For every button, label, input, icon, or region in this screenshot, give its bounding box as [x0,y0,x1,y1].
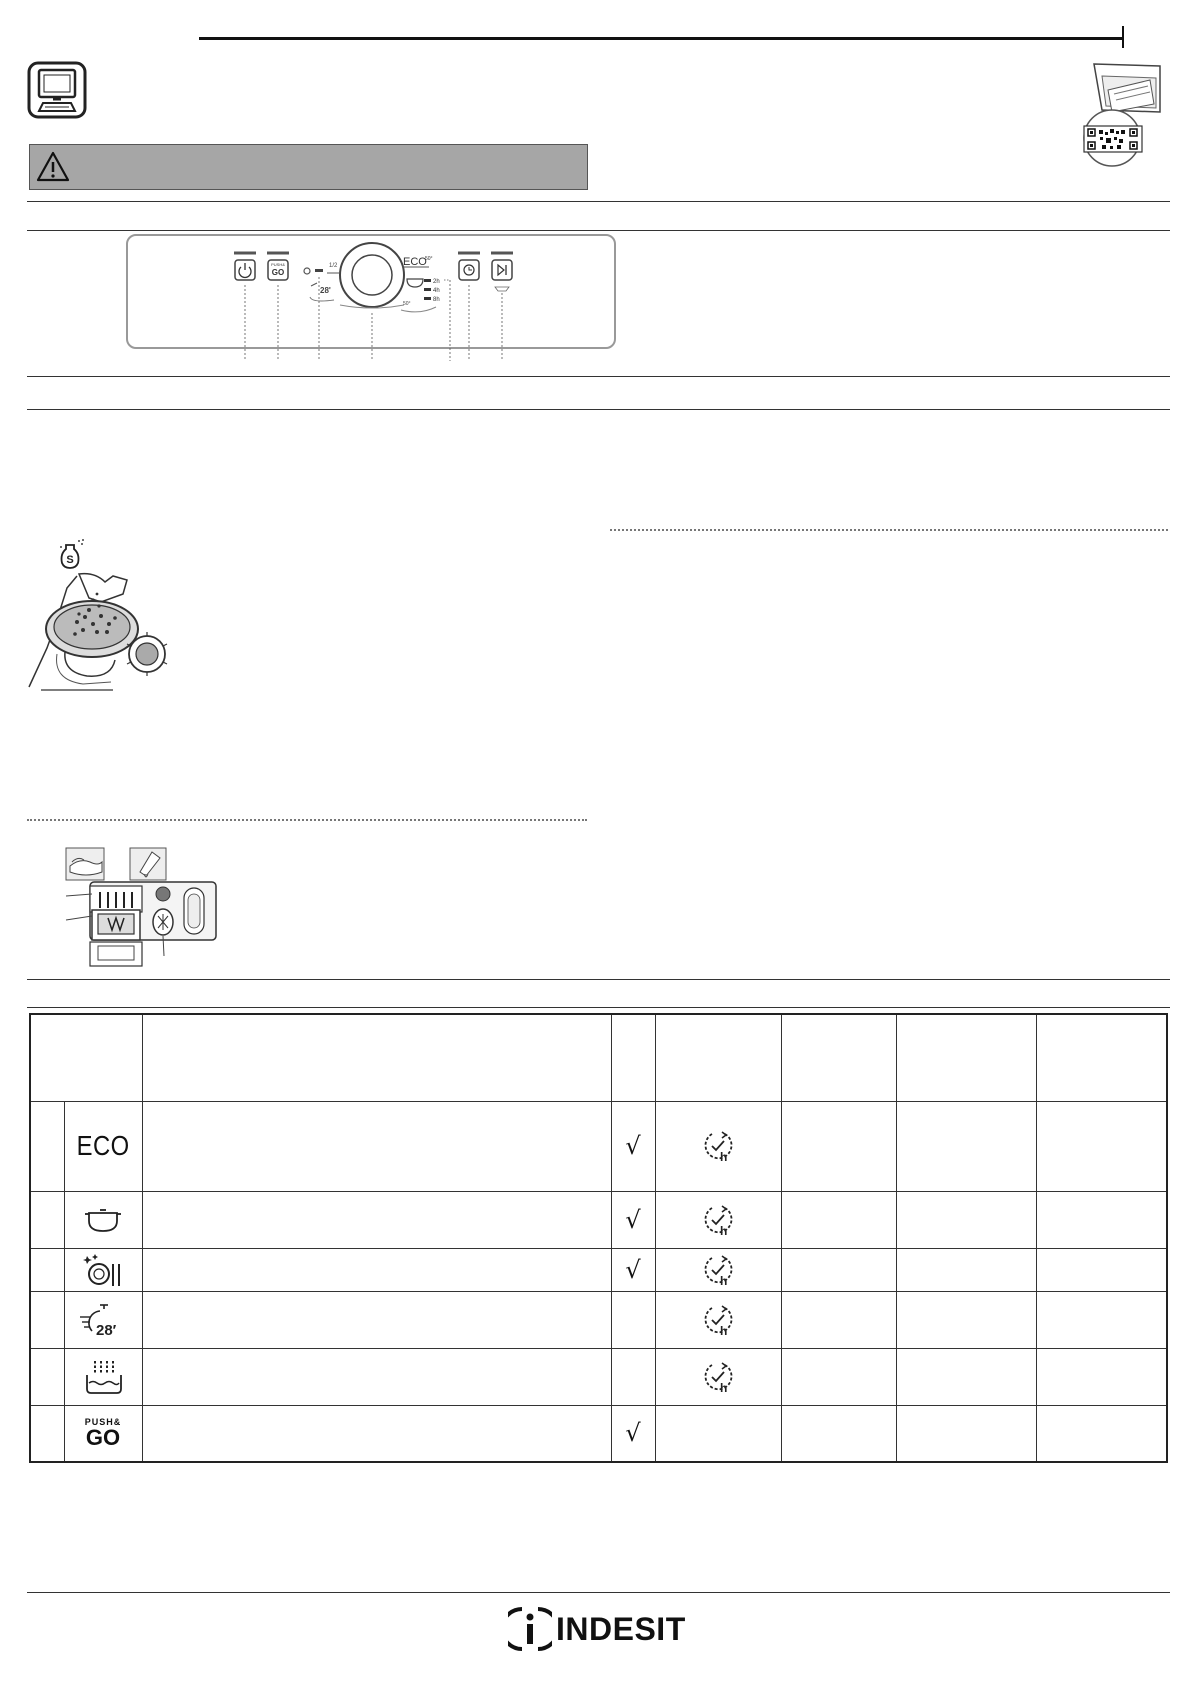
option-check-cell: √ [611,1101,655,1191]
table-cell [781,1101,896,1191]
program-description-cell [142,1101,611,1191]
section-divider [27,201,1170,202]
program-description-cell [142,1291,611,1348]
dotted-separator [27,819,587,821]
table-cell [896,1191,1036,1248]
table-row [30,1405,1167,1462]
detergent-dispenser-icon [64,846,220,968]
table-cell [1036,1101,1167,1191]
table-row [30,1248,1167,1291]
table-cell [1036,1291,1167,1348]
svg-text:4h: 4h [433,288,440,294]
eco-label: ECO [403,256,427,268]
svg-text:28′: 28′ [96,1321,117,1339]
salt-reservoir-filling-icon [27,572,169,694]
svg-text:8h: 8h [433,297,440,303]
salt-icon [55,537,87,569]
header-top-rule [199,37,1122,40]
table-row [30,1291,1167,1348]
intensive-pot-icon [64,1191,142,1248]
table-cell [655,1405,781,1462]
table-cell [781,1291,896,1348]
table-cell [781,1348,896,1405]
soak-rinse-icon [64,1348,142,1405]
delay-hours-icon [655,1348,781,1405]
warning-triangle-icon [36,151,70,182]
half-load-label: 1/2 [329,263,338,269]
quick-label: 28' [320,286,331,295]
section-divider [27,230,1170,231]
svg-text:h: h [720,1380,728,1394]
warning-bar [29,144,588,190]
option-check-cell: √ [611,1248,655,1291]
table-header-cell [655,1014,781,1101]
program-description-cell [142,1405,611,1462]
dishwasher-qr-code-icon [1072,60,1168,168]
row-number-cell [30,1101,64,1191]
svg-text:h: h [720,1223,728,1237]
table-cell [896,1405,1036,1462]
eco-program-icon: ECO [64,1101,142,1191]
table-cell [781,1191,896,1248]
push-and-go-icon: PUSH& GO [64,1405,142,1462]
control-panel-illustration [124,233,620,363]
option-check-cell: √ [611,1191,655,1248]
program-description-cell [142,1248,611,1291]
delay-hours-icon [655,1291,781,1348]
row-number-cell [30,1248,64,1291]
daily-plates-icon [64,1248,142,1291]
svg-text:h: h [720,1323,728,1337]
footer-divider [27,1592,1170,1593]
svg-text:50°: 50° [425,256,433,262]
row-number-cell [30,1291,64,1348]
quick-28-icon [64,1291,142,1348]
section-divider [27,979,1170,980]
delay-hours-icon [655,1191,781,1248]
svg-text:2h: 2h [433,279,440,285]
table-row [30,1101,1167,1191]
dotted-separator [610,529,1168,531]
table-cell [1036,1191,1167,1248]
option-check-cell [611,1291,655,1348]
option-check-cell [611,1348,655,1405]
table-header-cell [1036,1014,1167,1101]
program-description-cell [142,1191,611,1248]
delay-hours-icon [655,1101,781,1191]
table-cell [896,1101,1036,1191]
section-divider [27,376,1170,377]
section-divider [27,1007,1170,1008]
header-top-rule-tick [1122,26,1124,48]
table-cell [896,1291,1036,1348]
programs-table [29,1013,1168,1463]
svg-text:GO: GO [271,268,285,277]
svg-text:h: h [720,1150,728,1163]
brand-name: INDESIT [556,1611,686,1647]
table-row [30,1348,1167,1405]
row-number-cell [30,1348,64,1405]
section-divider [27,409,1170,410]
table-cell [896,1348,1036,1405]
table-cell [781,1405,896,1462]
row-number-cell [30,1405,64,1462]
table-header-cell [142,1014,611,1101]
table-cell [1036,1248,1167,1291]
table-row [30,1191,1167,1248]
table-header-cell [611,1014,655,1101]
option-check-cell: √ [611,1405,655,1462]
table-header-cell [896,1014,1036,1101]
svg-text:PUSH&: PUSH& [271,262,285,267]
table-header-cell [781,1014,896,1101]
indesit-logo-icon [508,1605,552,1653]
computer-monitor-icon [27,61,87,119]
svg-text:50°: 50° [403,301,411,307]
table-header-cell [30,1014,142,1101]
delay-hours-icon [655,1248,781,1291]
svg-text:h: h [720,1273,728,1287]
svg-text:S: S [66,554,74,566]
program-description-cell [142,1348,611,1405]
table-cell [896,1248,1036,1291]
table-header-row [30,1014,1167,1101]
table-cell [1036,1405,1167,1462]
row-number-cell [30,1191,64,1248]
table-cell [1036,1348,1167,1405]
table-cell [781,1248,896,1291]
